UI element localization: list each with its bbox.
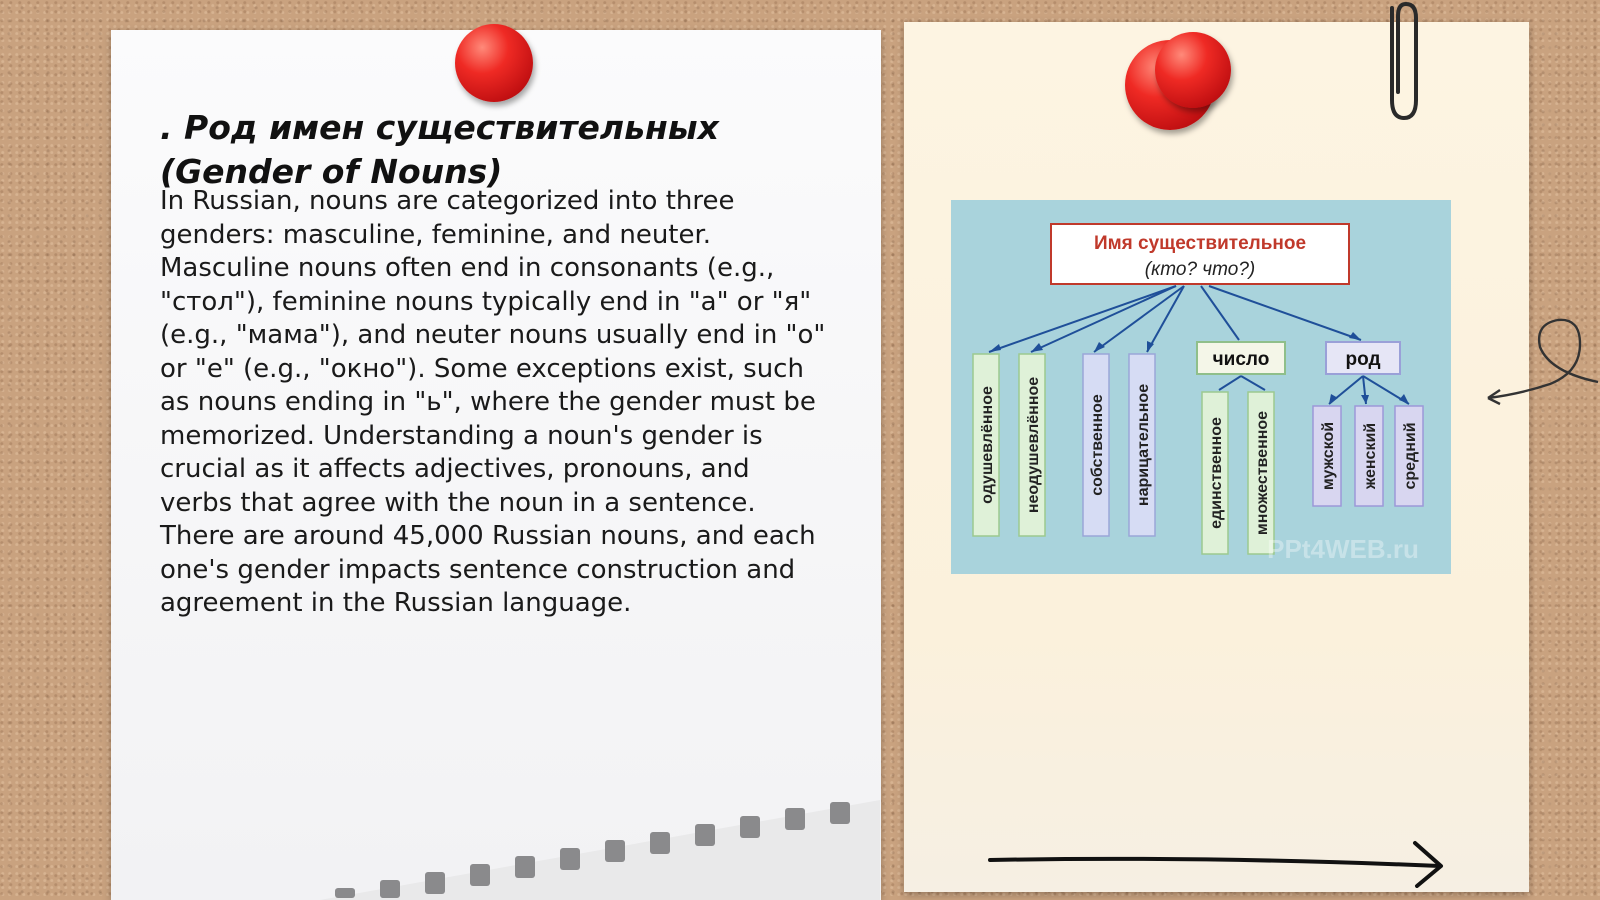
leaf-label-zhen: женский xyxy=(1362,422,1379,490)
tear-hole xyxy=(335,888,355,898)
leaf-label-odush: одушевлённое xyxy=(979,386,996,504)
leaf-label-sobst: собственное xyxy=(1089,394,1106,496)
body-paragraph: In Russian, nouns are categorized into three genders: masculine, feminine, and neuter. Masculine nouns often end in consonants (e.g., "стол"), feminine nouns typically end in "а" or "я" (e.g., "мама"), and neuter nouns usually end in "о" or "е" (e.g., "окно"). Some exceptions exist, such as nouns ending in "ь", where the gender must be memorized. Understanding a noun's gender is crucial as it affects adjectives, pronouns, and verbs that agree with the noun in a sentence. There are around 45,000 Russian nouns, and each one's gender impacts sentence construction and agreement in the Russian language. xyxy=(160,186,826,618)
leaf-label-edin: единственное xyxy=(1208,417,1225,529)
tear-hole xyxy=(740,816,760,838)
rod-label: род xyxy=(1345,349,1381,370)
tear-hole xyxy=(380,880,400,898)
leaf-label-narits: нарицательное xyxy=(1135,383,1152,507)
tear-hole xyxy=(560,848,580,870)
chislo-label: число xyxy=(1212,349,1270,370)
tear-hole xyxy=(785,808,805,830)
paperclip-icon xyxy=(1378,0,1428,125)
red-pushpin-icon xyxy=(455,24,533,102)
tear-hole xyxy=(425,872,445,894)
tear-hole xyxy=(605,840,625,862)
loop-arrow-icon xyxy=(1480,312,1600,412)
root-title: Имя существительное xyxy=(1093,233,1307,254)
torn-edge-decoration xyxy=(320,800,880,900)
page-title: . Род имен существительных (Gender of Nouns) xyxy=(160,108,719,191)
red-pushpin-icon xyxy=(1155,32,1231,108)
root-subtitle: (кто? что?) xyxy=(1144,259,1256,280)
tear-hole xyxy=(830,802,850,824)
leaf-label-muzh: мужской xyxy=(1320,421,1337,491)
leaf-label-sred: средний xyxy=(1402,422,1419,490)
tear-hole xyxy=(650,832,670,854)
watermark: PPt4WEB.ru xyxy=(1267,534,1419,564)
leaf-label-neodush: неодушевлённое xyxy=(1025,376,1042,514)
tear-hole xyxy=(515,856,535,878)
noun-classification-diagram xyxy=(951,200,1451,574)
tear-hole xyxy=(695,824,715,846)
long-arrow-icon xyxy=(985,838,1450,888)
tear-hole xyxy=(470,864,490,886)
leaf-label-mnozh: множественное xyxy=(1254,410,1271,536)
